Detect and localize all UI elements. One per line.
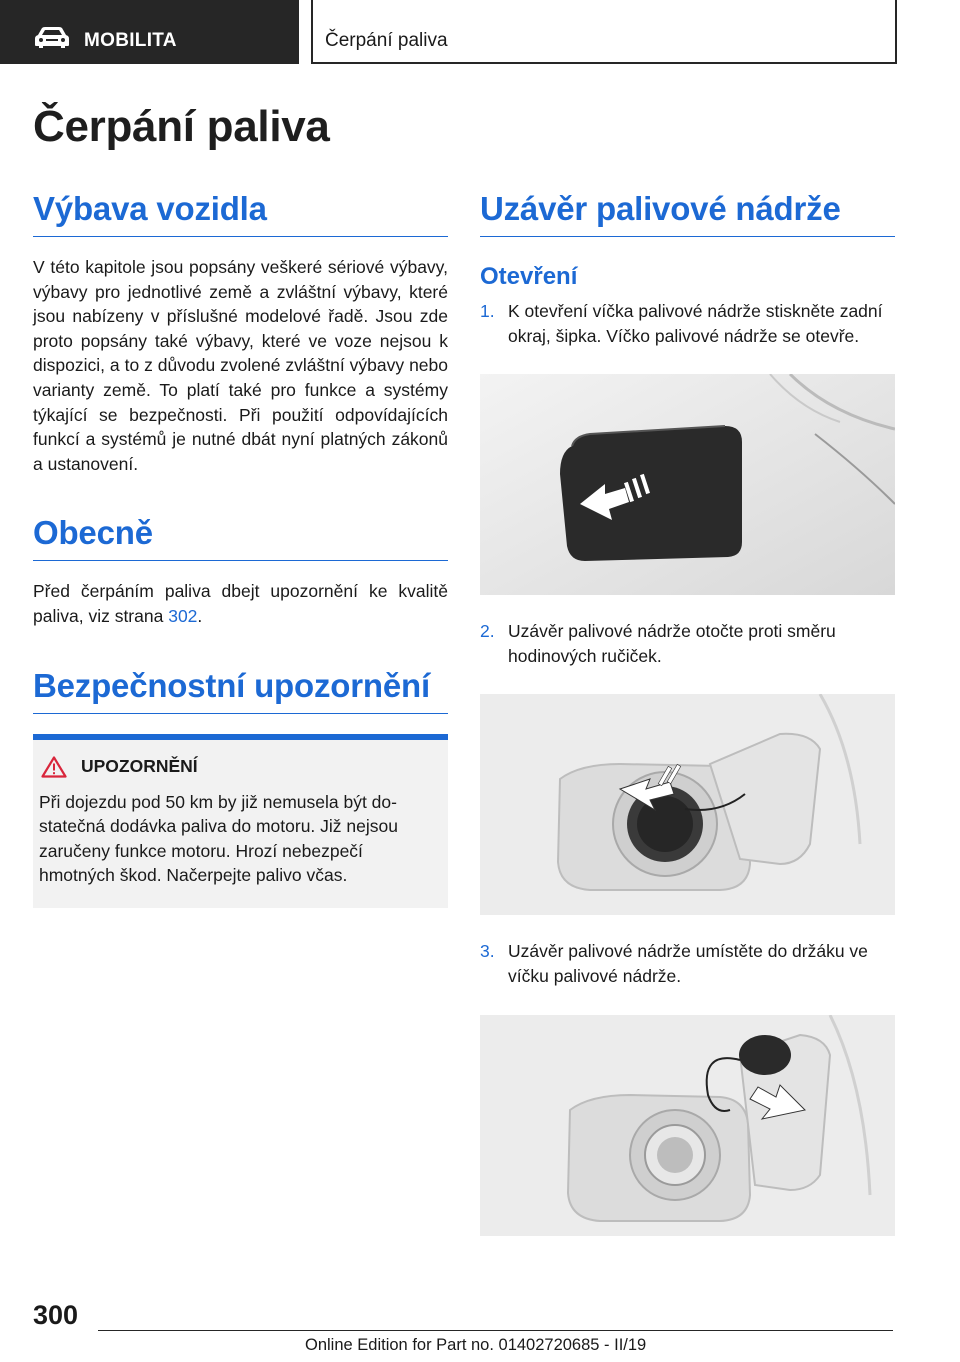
equipment-heading: Výbava vozidla [33,190,448,237]
footer-rule [98,1330,893,1331]
general-text-body: Před čerpáním paliva dbejt upozornění ke kvalitě paliva, viz strana [33,581,448,626]
left-column [33,190,448,908]
footer-edition: Online Edition for Part no. 01402720685 - II/19 [305,1336,647,1354]
warning-box [33,734,448,908]
opening-subheading: Otevření [480,263,578,290]
section-label: Čerpání paliva [325,30,448,51]
page-link-302[interactable]: 302 [168,605,198,626]
step-number: 2. [480,621,495,642]
step-number: 3. [480,941,495,962]
fuel-cap-turn-photo [480,694,895,915]
chapter-tab[interactable] [0,0,299,64]
fuel-flap-photo [480,374,895,595]
step-2 [480,619,895,668]
safety-heading: Bezpečnostní upozornění [33,667,448,714]
step-text: Uzávěr palivové nádrže umístěte do držáku ve víčku palivové nádrže. [508,941,868,986]
step-3 [480,939,895,988]
fuel-cap-holder-photo [480,1015,895,1236]
right-column [480,190,895,1260]
chapter-label: MOBILITA [84,30,177,51]
warning-header [41,756,440,778]
warning-triangle-icon [41,756,67,778]
page-title: Čerpání paliva [33,102,330,151]
step-text: Uzávěr palivové nádrže otočte proti směru hodinových ručiček. [508,621,836,666]
step-number: 1. [480,301,495,321]
car-icon [34,26,70,48]
equipment-text: V této kapitole jsou popsány veškeré sériové výbavy, výbavy pro jednotlivé země a zvláštní výbavy, které jsou nabízeny v příslušné modelové řadě. Jsou zde proto popsány také výbavy, které ve voze nejsou k dispozici, a to z důvodu zvolené zvláštní výbavy nebo varianty země. To platí také pro funkce a systémy týkající se bezpečnosti. Při použití odpovídajících funkcí a systémů je nutné dbát nyní platných zákonů a ustanovení. [33,257,448,474]
general-heading: Obecně [33,514,448,561]
section-tab [311,0,897,64]
warning-text: Při dojezdu pod 50 km by již nemusela být dostatečná dodávka paliva do motoru. Již nejsou zaručeny funkce motoru. Hrozí nebezpečí hmotných škod. Načerpejte palivo včas. [39,791,398,886]
warning-title: UPOZORNĚNÍ [81,756,198,777]
general-text-end: . [197,605,203,626]
step-text: K otevření víčka palivové nádrže stiskněte zadní okraj, šipka. Víčko palivové nádrže se otevře. [508,301,883,346]
fuel-cap-heading: Uzávěr palivové nádrže [480,190,895,237]
general-text [33,579,448,628]
page-number: 300 [33,1300,79,1330]
step-1 [480,299,895,348]
